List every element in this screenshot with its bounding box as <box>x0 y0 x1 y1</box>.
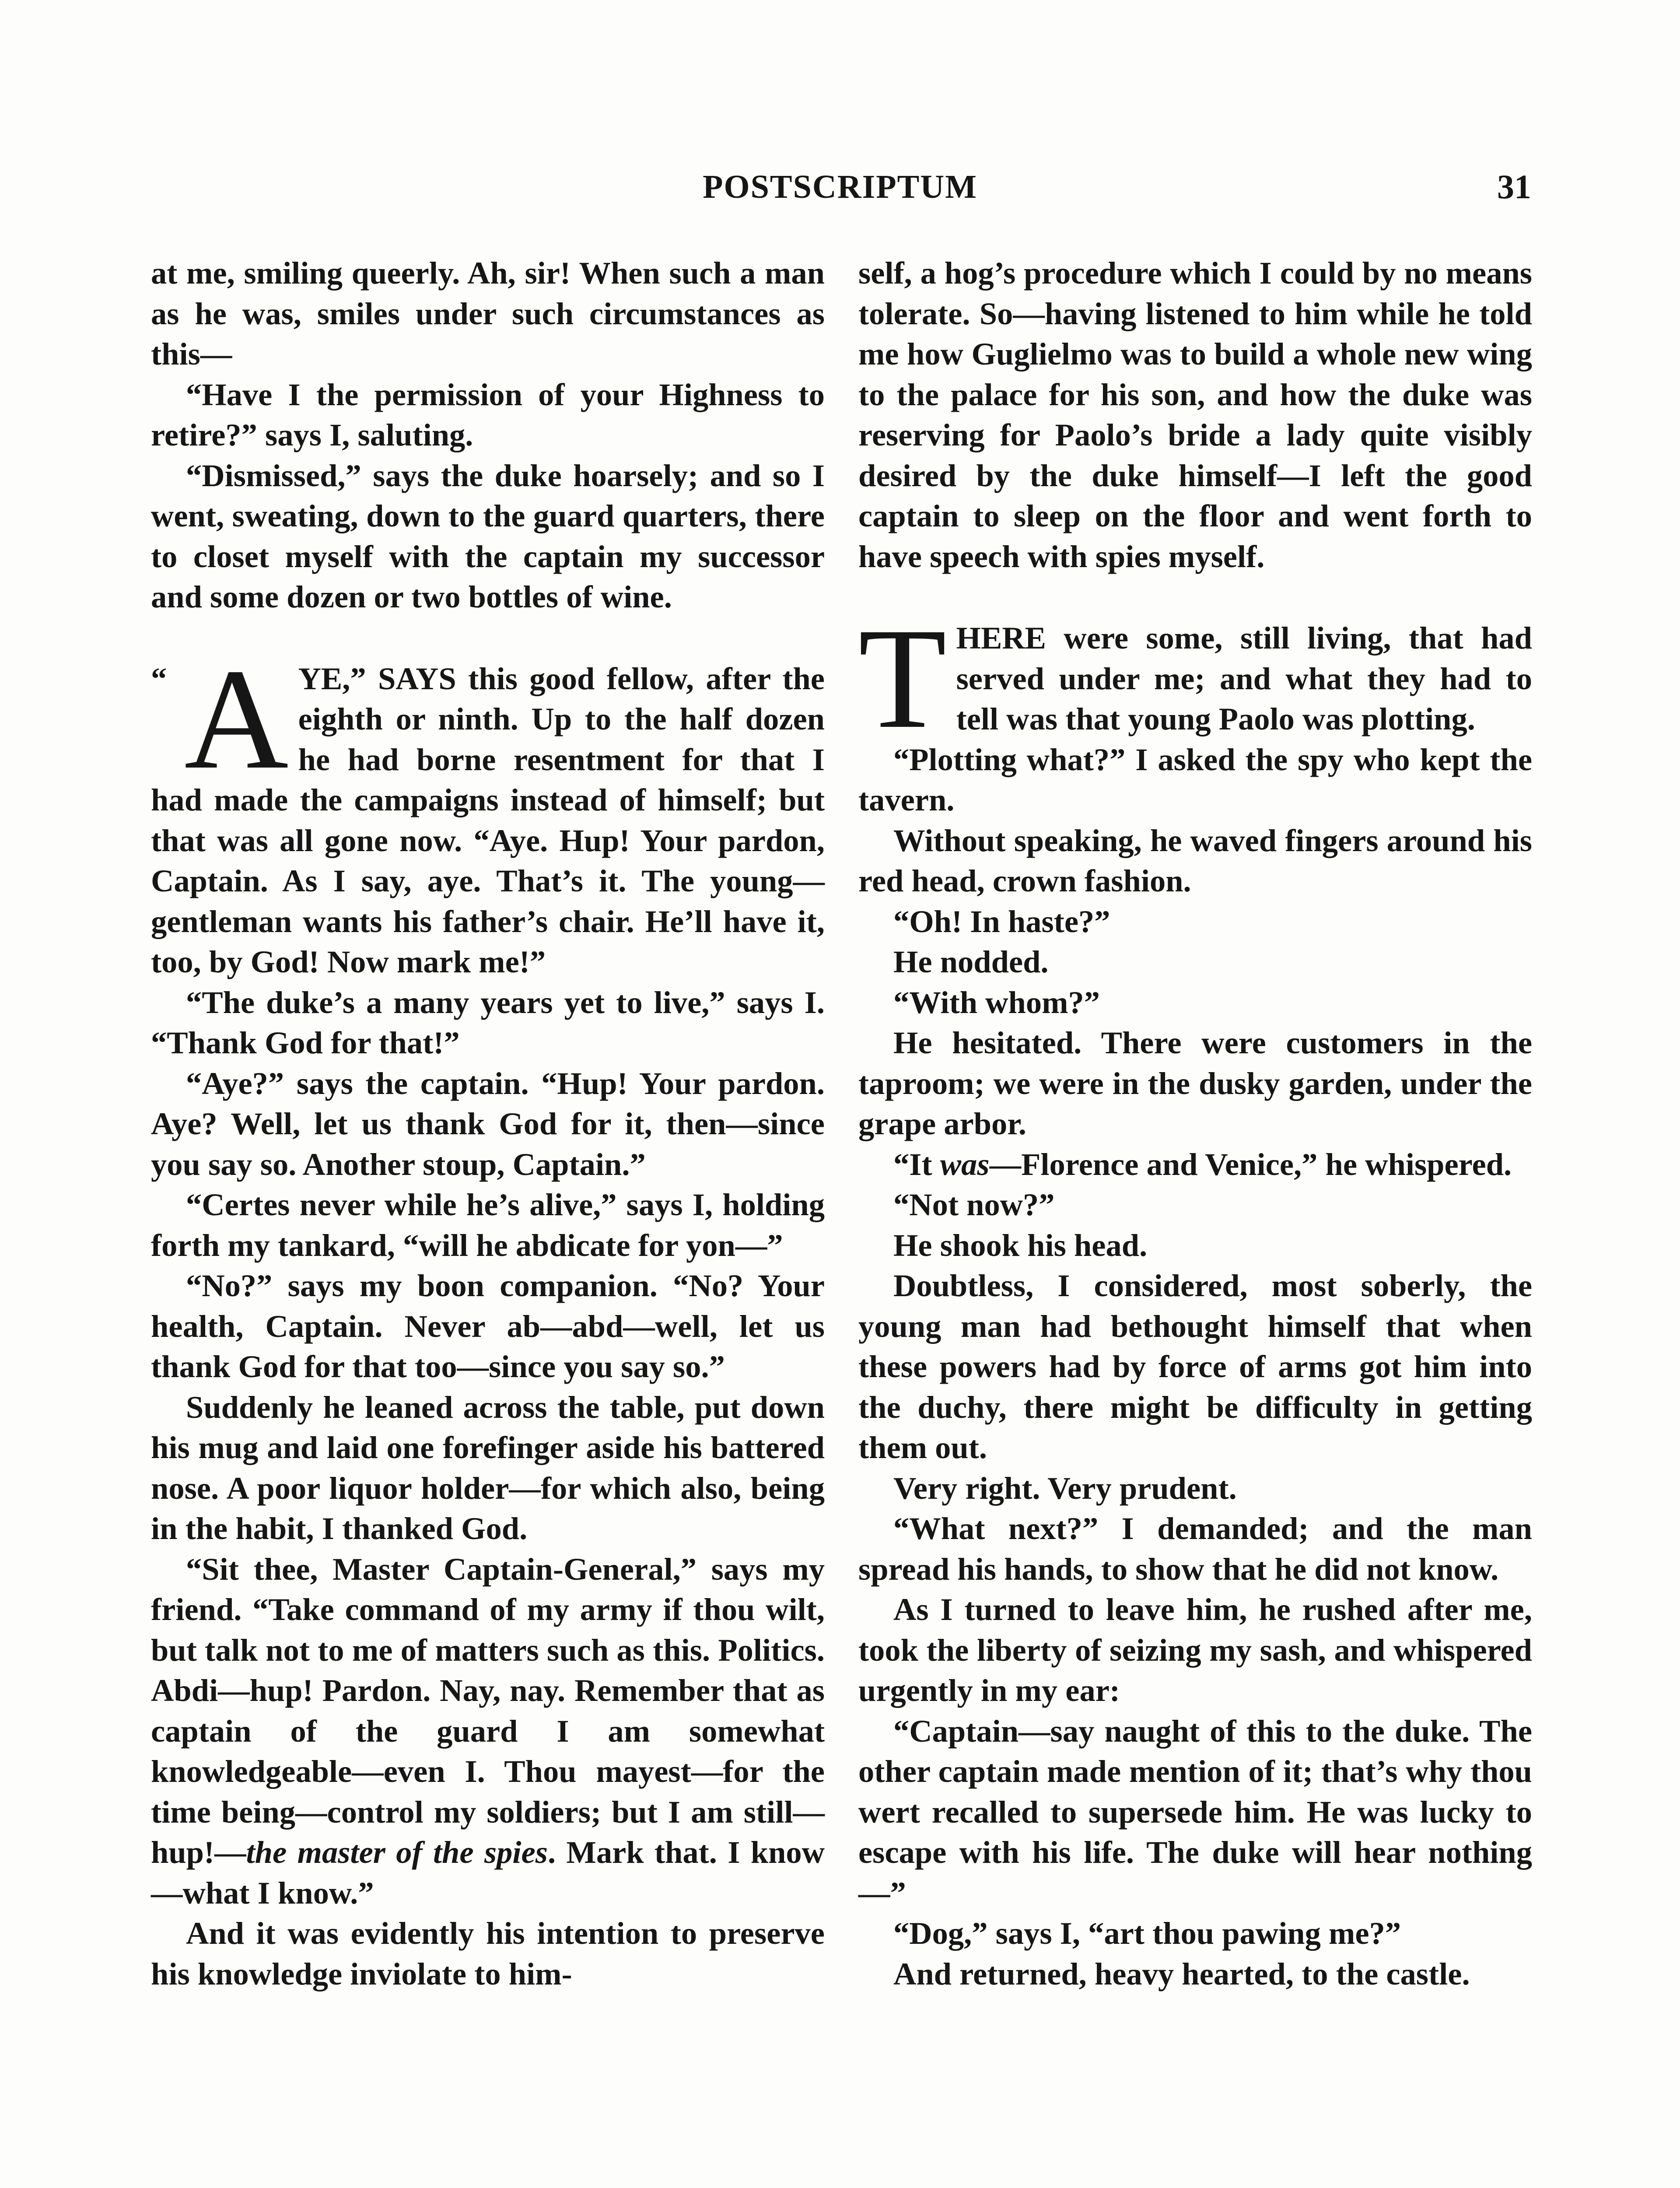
drop-cap: A <box>184 639 289 799</box>
running-title: POSTSCRIPTUM <box>703 168 977 205</box>
left-text-column <box>151 253 825 1994</box>
paragraph-text: . Mark that. I know—what I know.” <box>151 1834 825 1911</box>
paragraph: “Dog,” says I, “art thou pawing me?” <box>893 1915 1401 1951</box>
paragraph-text: this good fellow, after the eighth or ninth. Up to the half dozen he had borne resentment for that I had made the campaigns instead of himself; but that was all gone now. “Aye. Hup! Your pardon, Captain. As I say, aye. That’s it. The young—gentleman wants his father’s chair. He’ll have it, too, by God! Now mark me!” <box>151 660 825 979</box>
page-header <box>149 163 1531 211</box>
paragraph: He hesitated. There were customers in the taproom; we were in the dusky garden, under the grape arbor. <box>858 1025 1532 1141</box>
paragraph: “Aye?” says the captain. “Hup! Your pardon. Aye? Well, let us thank God for it, then—since you say so. Another stoup, Captain.” <box>151 1065 825 1182</box>
section-opening-paragraph <box>151 639 825 982</box>
page-number: 31 <box>1497 168 1531 206</box>
paragraph-text: “It <box>893 1146 940 1182</box>
paragraph: He nodded. <box>893 944 1049 979</box>
paragraph <box>151 1549 825 1914</box>
paragraph: He shook his head. <box>893 1227 1148 1263</box>
paragraph: “Not now?” <box>893 1187 1055 1222</box>
paragraph: “Plotting what?” I asked the spy who kept the tavern. <box>858 741 1532 817</box>
paragraph: “What next?” I demanded; and the man spread his hands, to show that he did not know. <box>858 1511 1532 1587</box>
paragraph: at me, smiling queerly. Ah, sir! When such a man as he was, smiles under such circumstances as this— <box>151 255 825 372</box>
italic-phrase: the master of the spies <box>246 1834 548 1870</box>
opening-quote-mark: “ <box>151 660 167 696</box>
paragraph: “With whom?” <box>893 984 1100 1020</box>
paragraph-text: —Florence and Venice,” he whispered. <box>989 1146 1512 1182</box>
paragraph: Without speaking, he waved fingers around his red head, crown fashion. <box>858 822 1532 898</box>
paragraph <box>858 1144 1532 1185</box>
paragraph: Very right. Very prudent. <box>893 1470 1237 1506</box>
drop-cap: T <box>858 599 947 758</box>
paragraph: “Oh! In haste?” <box>893 903 1110 939</box>
paragraph: “Have I the permission of your Highness to retire?” says I, saluting. <box>151 376 825 452</box>
paragraph-text: were some, still living, that had served under me; and what they had to tell was that young Paolo was plotting. <box>956 620 1532 736</box>
paragraph: “Captain—say naught of this to the duke. The other captain made mention of it; that’s why thou wert recalled to supersede him. He was lucky to escape with his life. The duke will hear nothing—” <box>858 1713 1532 1911</box>
small-caps-lead: YE,” SAYS <box>298 660 456 696</box>
paragraph: Doubtless, I considered, most soberly, the young man had bethought himself that when these powers had by force of arms got him into the duchy, there might be difficulty in getting them out. <box>858 1268 1532 1465</box>
paragraph: “Dismissed,” says the duke hoarsely; and so I went, sweating, down to the guard quarters, there to closet myself with the captain my successor and some dozen or two bottles of wine. <box>151 457 825 614</box>
section-opening-paragraph <box>858 599 1532 758</box>
paragraph: “No?” says my boon companion. “No? Your health, Captain. Never ab—abd—well, let us thank God for that too—since you say so.” <box>151 1268 825 1384</box>
small-caps-lead: HERE <box>956 620 1046 656</box>
paragraph: And it was evidently his intention to preserve his knowledge inviolate to him- <box>151 1915 825 1992</box>
italic-word: was <box>940 1146 990 1182</box>
paragraph: As I turned to leave him, he rushed after me, took the liberty of seizing my sash, and whispered urgently in my ear: <box>858 1592 1532 1708</box>
paragraph: “Certes never while he’s alive,” says I, holding forth my tankard, “will he abdicate for yon—” <box>151 1187 825 1263</box>
right-text-column <box>858 253 1532 1994</box>
paragraph: self, a hog’s procedure which I could by no means tolerate. So—having listened to him while he told me how Guglielmo was to build a whole new wing to the palace for his son, and how the duke was reserving for Paolo’s bride a lady quite visibly desired by the duke himself—I left the good captain to sleep on the floor and went forth to have speech with spies myself. <box>858 255 1532 574</box>
paragraph: “The duke’s a many years yet to live,” says I. “Thank God for that!” <box>151 984 825 1060</box>
paragraph: And returned, heavy hearted, to the castle. <box>893 1956 1470 1992</box>
paragraph-text: “Sit thee, Master Captain-General,” says my friend. “Take command of my army if thou wilt, but talk not to me of matters such as this. Politics. Abdi—hup! Pardon. Nay, nay. Remember that as captain of the guard I am somewhat knowledgeable—even I. Thou mayest—for the time being—control my soldiers; but I am still—hup!— <box>151 1551 825 1870</box>
paragraph: Suddenly he leaned across the table, put down his mug and laid one forefinger aside his battered nose. A poor liquor holder—for which also, being in the habit, I thanked God. <box>151 1389 825 1546</box>
